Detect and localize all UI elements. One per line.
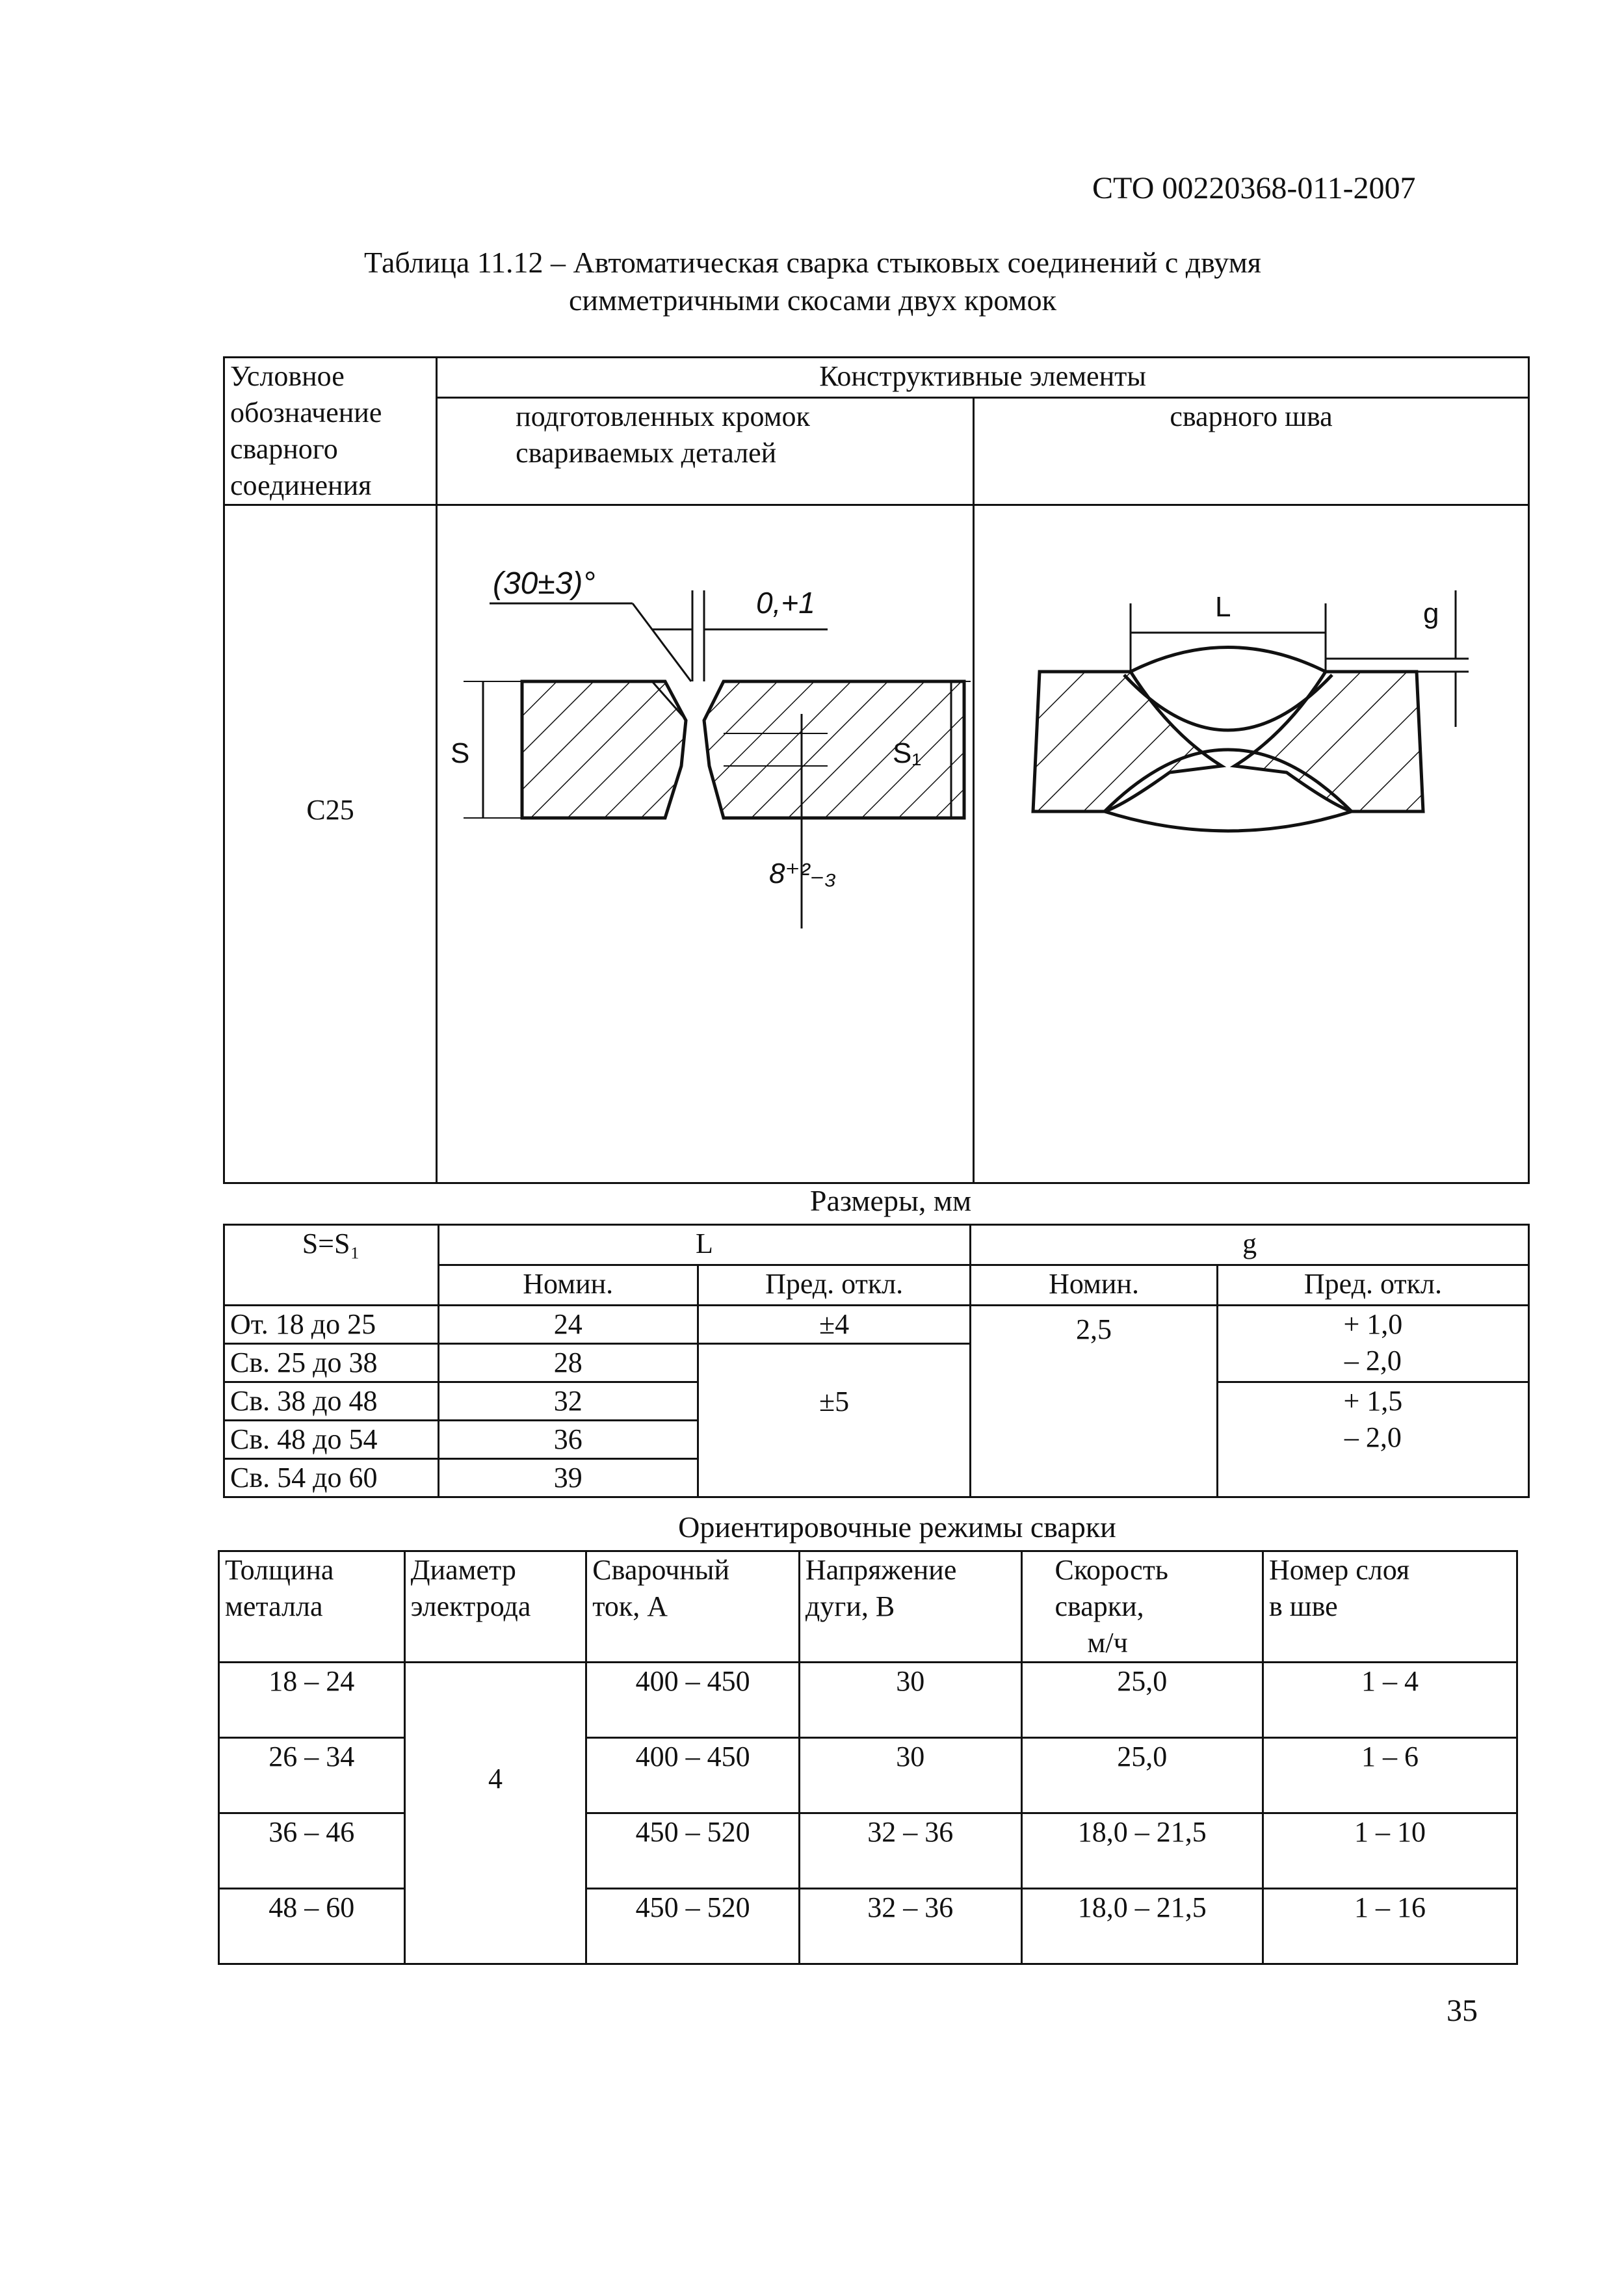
document-code: СТО 00220368-011-2007 xyxy=(1092,171,1416,205)
voltage: 30 xyxy=(799,1663,1021,1738)
table-caption xyxy=(247,244,1378,319)
root-face-label: 8⁺²₋₃ xyxy=(769,858,837,889)
g-nominal: 2,5 xyxy=(971,1306,1218,1497)
thickness: 36 – 46 xyxy=(219,1813,405,1889)
caption-line-2: симметричными скосами двух кромок xyxy=(568,283,1056,317)
l-nominal: 39 xyxy=(438,1459,698,1497)
l-nominal: 36 xyxy=(438,1421,698,1459)
l-nominal-header: Номин. xyxy=(438,1265,698,1306)
current: 450 – 520 xyxy=(586,1813,800,1889)
reinforcement-label: g xyxy=(1423,598,1439,629)
electrode-header: Диаметр электрода xyxy=(404,1551,586,1663)
electrode-diameter: 4 xyxy=(404,1663,586,1964)
gap-label: 0,+1 xyxy=(756,586,815,620)
top-bead xyxy=(1131,648,1326,672)
table-row xyxy=(219,1663,1517,1738)
voltage: 30 xyxy=(799,1738,1021,1813)
bottom-bead xyxy=(1105,811,1352,831)
layer: 1 – 10 xyxy=(1263,1813,1517,1889)
dimensions-table xyxy=(223,1224,1530,1498)
weld-width-label: L xyxy=(1215,591,1231,623)
speed-header: Скорость сварки, м/ч xyxy=(1021,1551,1263,1663)
edge-preparation-drawing-cell xyxy=(437,505,974,1183)
weld-seam-drawing-cell xyxy=(974,505,1529,1183)
current: 450 – 520 xyxy=(586,1889,800,1964)
weld-seam-header: сварного шва xyxy=(974,398,1529,505)
constructive-elements-header: Конструктивные элементы xyxy=(437,358,1529,398)
g-header: g xyxy=(971,1225,1529,1265)
designation-cell: С25 xyxy=(224,505,437,1183)
speed: 25,0 xyxy=(1021,1663,1263,1738)
speed: 25,0 xyxy=(1021,1738,1263,1813)
current: 400 – 450 xyxy=(586,1663,800,1738)
table-row xyxy=(224,1306,1529,1344)
layer: 1 – 16 xyxy=(1263,1889,1517,1964)
voltage: 32 – 36 xyxy=(799,1813,1021,1889)
thickness-header: Толщина металла xyxy=(219,1551,405,1663)
speed: 18,0 – 21,5 xyxy=(1021,1889,1263,1964)
designation-header: Условное обозначение сварного соединения xyxy=(224,358,437,505)
bevel-angle-label: (30±3)° xyxy=(493,566,596,601)
page-number: 35 xyxy=(1447,1994,1478,2028)
speed: 18,0 – 21,5 xyxy=(1021,1813,1263,1889)
thickness-s1-label: S₁ xyxy=(893,737,922,769)
g-nominal-header: Номин. xyxy=(971,1265,1218,1306)
edge-preparation-drawing xyxy=(438,506,971,1182)
l-tolerance-header: Пред. откл. xyxy=(698,1265,970,1306)
weld-seam-drawing xyxy=(975,506,1527,1182)
g-tolerance-1: + 1,0 – 2,0 xyxy=(1217,1306,1528,1382)
l-header: L xyxy=(438,1225,971,1265)
thickness-range: Св. 54 до 60 xyxy=(224,1459,439,1497)
prepared-edges-header: подготовленных кромок свариваемых деталей xyxy=(437,398,974,505)
thickness-range-header: S=S₁ xyxy=(224,1225,439,1306)
voltage: 32 – 36 xyxy=(799,1889,1021,1964)
thickness: 26 – 34 xyxy=(219,1738,405,1813)
thickness-s-label: S xyxy=(451,737,470,769)
thickness: 18 – 24 xyxy=(219,1663,405,1738)
l-nominal: 24 xyxy=(438,1306,698,1344)
current: 400 – 450 xyxy=(586,1738,800,1813)
layer: 1 – 4 xyxy=(1263,1663,1517,1738)
thickness-range: Св. 38 до 48 xyxy=(224,1382,439,1421)
thickness-range: От. 18 до 25 xyxy=(224,1306,439,1344)
constructive-elements-table xyxy=(223,356,1530,1184)
dimensions-title: Размеры, мм xyxy=(809,1184,972,1217)
l-tolerance: ±5 xyxy=(698,1344,970,1497)
modes-title: Ориентировочные режимы сварки xyxy=(678,1510,1116,1544)
layer-header: Номер слоя в шве xyxy=(1263,1551,1517,1663)
thickness-range: Св. 48 до 54 xyxy=(224,1421,439,1459)
l-nominal: 28 xyxy=(438,1344,698,1382)
g-tolerance-header: Пред. откл. xyxy=(1217,1265,1528,1306)
welding-modes-table xyxy=(218,1550,1518,1965)
voltage-header: Напряжение дуги, В xyxy=(799,1551,1021,1663)
caption-line-1: Таблица 11.12 – Автоматическая сварка стыковых соединений с двумя xyxy=(364,246,1261,279)
right-plate xyxy=(704,681,964,818)
thickness: 48 – 60 xyxy=(219,1889,405,1964)
l-nominal: 32 xyxy=(438,1382,698,1421)
left-plate xyxy=(522,681,686,818)
g-tolerance-2: + 1,5 – 2,0 xyxy=(1217,1382,1528,1497)
thickness-range: Св. 25 до 38 xyxy=(224,1344,439,1382)
current-header: Сварочный ток, А xyxy=(586,1551,800,1663)
layer: 1 – 6 xyxy=(1263,1738,1517,1813)
l-tolerance: ±4 xyxy=(698,1306,970,1344)
